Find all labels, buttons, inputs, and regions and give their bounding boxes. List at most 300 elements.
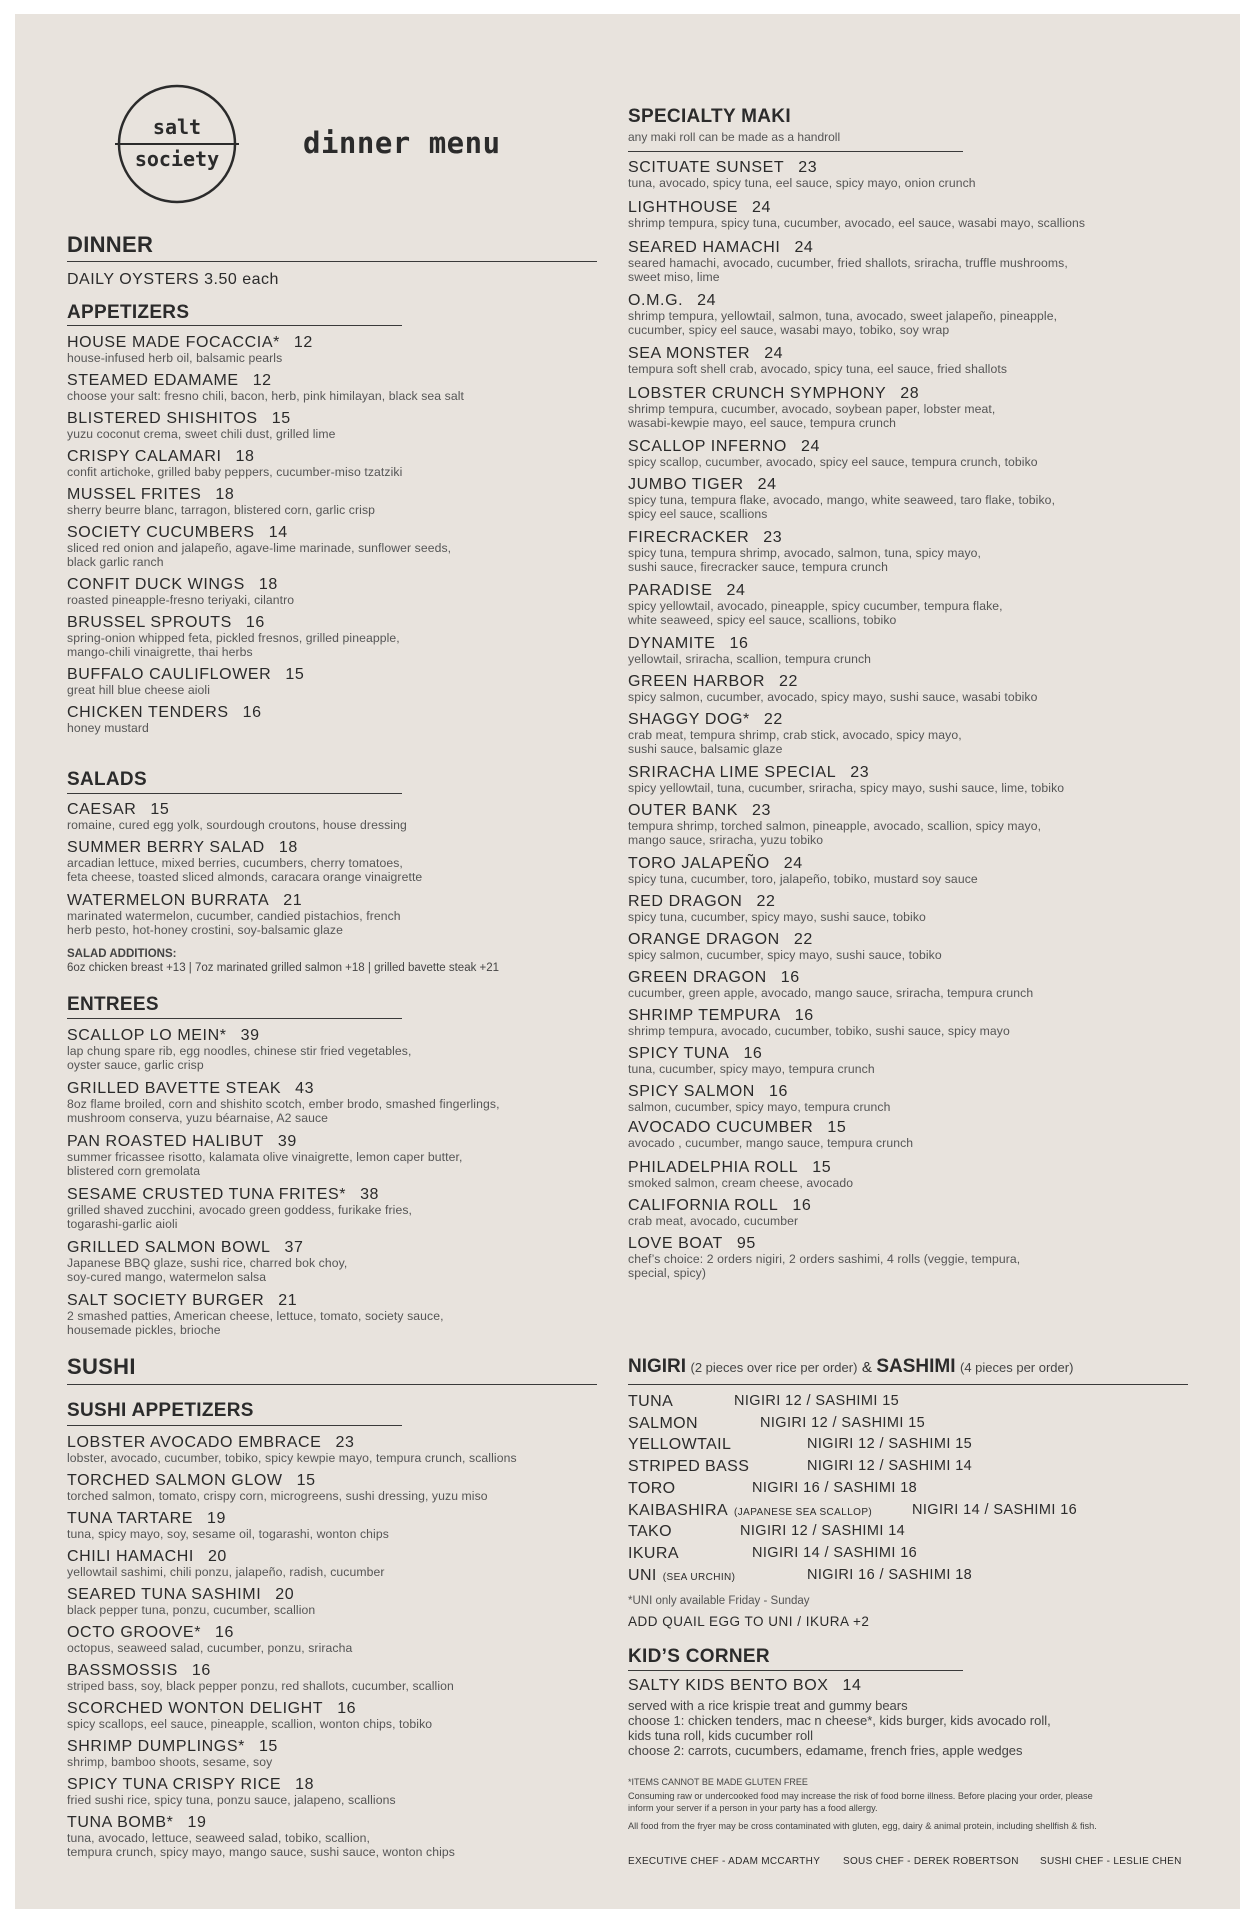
item-name: RED DRAGON <box>628 893 743 910</box>
item-description: sushi sauce, firecracker sauce, tempura crunch <box>628 559 888 574</box>
menu-item <box>628 1235 1020 1280</box>
fryer-note: All food from the fryer may be cross contaminated with gluten, egg, dairy & animal protein, including shellfish & fish. <box>628 1821 1097 1831</box>
menu-item <box>628 711 962 756</box>
item-description: black garlic ranch <box>67 554 164 569</box>
menu-item <box>628 1197 811 1229</box>
fish-name: YELLOWTAIL <box>628 1436 732 1454</box>
item-price: 23 <box>335 1434 355 1451</box>
item-description: tempura shrimp, torched salmon, pineapple, avocado, scallion, spicy mayo, <box>628 819 1042 833</box>
item-description: yellowtail sashimi, chili ponzu, jalapeño, radish, cucumber <box>67 1565 385 1579</box>
nigiri-row <box>628 1502 872 1520</box>
fish-name: TUNA <box>628 1393 674 1410</box>
item-price: 21 <box>278 1292 298 1309</box>
item-price: 18 <box>215 486 235 503</box>
item-description: great hill blue cheese aioli <box>67 683 211 697</box>
item-price: 28 <box>900 385 920 402</box>
nigiri-sashimi-prices: NIGIRI 16 / SASHIMI 18 <box>752 1479 918 1496</box>
item-name: TORCHED SALMON GLOW <box>67 1472 283 1489</box>
menu-item <box>628 385 995 430</box>
item-description: shrimp, bamboo shoots, sesame, soy <box>67 1755 273 1769</box>
menu-item <box>67 1434 517 1466</box>
item-name: LOVE BOAT <box>628 1235 723 1252</box>
menu-item <box>67 1133 462 1178</box>
item-price: 22 <box>793 931 813 948</box>
specialty-maki-heading: SPECIALTY MAKI <box>628 106 791 127</box>
item-name: LIGHTHOUSE <box>628 199 739 216</box>
item-description: romaine, cured egg yolk, sourdough croutons, house dressing <box>67 818 407 832</box>
item-name: MUSSEL FRITES <box>67 486 202 503</box>
menu-item <box>67 576 294 608</box>
menu-item <box>628 438 1038 470</box>
item-name: SCITUATE SUNSET <box>628 159 785 176</box>
item-price: 16 <box>794 1007 814 1024</box>
menu-item <box>628 582 1003 627</box>
item-price: 14 <box>268 524 288 541</box>
menu-item <box>67 448 402 480</box>
menu-item <box>628 345 1007 377</box>
menu-item <box>628 893 926 925</box>
item-description: spicy yellowtail, avocado, pineapple, spicy cucumber, tempura flake, <box>628 599 1003 613</box>
item-price: 15 <box>285 666 305 683</box>
item-name: CHICKEN TENDERS <box>67 704 229 721</box>
menu-item <box>628 931 942 963</box>
item-price: 38 <box>360 1186 380 1203</box>
menu-item <box>67 1738 278 1770</box>
quail-egg-addon: ADD QUAIL EGG TO UNI / IKURA +2 <box>628 1614 870 1629</box>
sashimi-heading: SASHIMI <box>876 1356 956 1377</box>
item-name: GREEN HARBOR <box>628 673 765 690</box>
menu-item <box>67 704 262 736</box>
nigiri-sashimi-heading <box>628 1356 1073 1378</box>
executive-chef: EXECUTIVE CHEF - ADAM MCCARTHY <box>628 1856 821 1867</box>
item-description: spicy scallop, cucumber, avocado, spicy eel sauce, tempura crunch, tobiko <box>628 455 1038 469</box>
item-price: 16 <box>245 614 265 631</box>
item-description: avocado , cucumber, mango sauce, tempura crunch <box>628 1136 914 1150</box>
divider <box>67 325 402 326</box>
item-description: 2 smashed patties, American cheese, lettuce, tomato, society sauce, <box>67 1309 444 1323</box>
item-price: 18 <box>278 839 298 856</box>
menu-item <box>628 1159 853 1191</box>
item-description: arcadian lettuce, mixed berries, cucumbers, cherry tomatoes, <box>67 856 403 870</box>
item-description: salmon, cucumber, spicy mayo, tempura crunch <box>628 1100 891 1114</box>
fish-name: TAKO <box>628 1523 672 1541</box>
item-description: seared hamachi, avocado, cucumber, fried shallots, sriracha, truffle mushrooms, <box>628 256 1068 270</box>
nigiri-sashimi-prices: NIGIRI 12 / SASHIMI 14 <box>740 1523 906 1540</box>
item-price: 16 <box>191 1662 211 1679</box>
menu-item <box>67 1776 396 1808</box>
item-price: 16 <box>768 1083 788 1100</box>
item-description: cucumber, green apple, avocado, mango sauce, sriracha, tempura crunch <box>628 986 1034 1000</box>
fish-subtitle: (SEA URCHIN) <box>662 1571 736 1583</box>
menu-item <box>67 1586 315 1618</box>
item-description: marinated watermelon, cucumber, candied pistachios, french <box>67 909 401 923</box>
item-price: 22 <box>763 711 783 728</box>
menu-item <box>628 159 976 191</box>
item-description: oyster sauce, garlic crisp <box>67 1057 204 1072</box>
item-name: STEAMED EDAMAME <box>67 372 239 389</box>
item-price: 24 <box>726 582 746 599</box>
item-name: O.M.G. <box>628 292 684 309</box>
item-price: 24 <box>764 345 784 362</box>
salads-heading: SALADS <box>67 769 147 790</box>
item-name: SPICY TUNA CRISPY RICE <box>67 1776 282 1793</box>
menu-item <box>628 292 1057 337</box>
item-price: 15 <box>150 801 170 818</box>
menu-item <box>628 764 1064 796</box>
item-price: 15 <box>812 1159 832 1176</box>
item-name: LOBSTER CRUNCH SYMPHONY <box>628 385 887 402</box>
fish-name: TORO <box>628 1479 676 1497</box>
item-name: CHILI HAMACHI <box>67 1548 194 1565</box>
menu-item <box>67 486 375 518</box>
menu-item <box>67 1700 432 1732</box>
item-name: BASSMOSSIS <box>67 1662 178 1679</box>
item-name: TORO JALAPEÑO <box>628 855 770 872</box>
item-name: PARADISE <box>628 582 713 599</box>
kids-line: served with a rice krispie treat and gummy bears <box>628 1698 908 1713</box>
item-name: BLISTERED SHISHITOS <box>67 410 258 427</box>
nigiri-sashimi-prices: NIGIRI 12 / SASHIMI 15 <box>807 1436 973 1453</box>
item-description: spring-onion whipped feta, pickled fresnos, grilled pineapple, <box>67 631 400 645</box>
item-price: 15 <box>827 1119 847 1136</box>
menu-item <box>67 1472 488 1504</box>
nigiri-heading: NIGIRI <box>628 1356 687 1377</box>
item-name: TUNA TARTARE <box>67 1510 194 1527</box>
item-price: 18 <box>295 1776 315 1793</box>
item-price: 18 <box>235 448 255 465</box>
kids-line: kids tuna roll, kids cucumber roll <box>628 1728 813 1743</box>
item-price: 20 <box>207 1548 227 1565</box>
nigiri-sashimi-prices: NIGIRI 14 / SASHIMI 16 <box>912 1501 1078 1518</box>
item-description: tuna, spicy mayo, soy, sesame oil, togarashi, wonton chips <box>67 1527 389 1541</box>
menu-item <box>628 476 1055 521</box>
menu-item <box>67 1186 412 1231</box>
item-description: housemade pickles, brioche <box>67 1322 221 1337</box>
item-name: BUFFALO CAULIFLOWER <box>67 666 272 683</box>
item-price: 24 <box>697 292 717 309</box>
item-description: sherry beurre blanc, tarragon, blistered corn, garlic crisp <box>67 503 376 517</box>
item-description: grilled shaved zucchini, avocado green goddess, furikake fries, <box>67 1203 413 1217</box>
item-name: CALIFORNIA ROLL <box>628 1197 779 1214</box>
divider <box>628 151 963 152</box>
nigiri-row <box>628 1480 676 1498</box>
menu-item <box>628 969 1033 1001</box>
menu-item <box>67 1239 347 1284</box>
item-description: mango sauce, sriracha, yuzu tobiko <box>628 832 824 847</box>
item-name: SOCIETY CUCUMBERS <box>67 524 255 541</box>
item-description: lobster, avocado, cucumber, tobiko, spicy kewpie mayo, tempura crunch, scallions <box>67 1451 517 1465</box>
item-price: 19 <box>187 1814 207 1831</box>
menu-item <box>67 372 464 404</box>
item-price: 20 <box>275 1586 295 1603</box>
item-description: roasted pineapple-fresno teriyaki, cilantro <box>67 593 295 607</box>
menu-item <box>67 334 313 366</box>
item-price: 16 <box>215 1624 235 1641</box>
item-description: smoked salmon, cream cheese, avocado <box>628 1176 854 1190</box>
divider <box>67 261 597 262</box>
fish-subtitle: (JAPANESE SEA SCALLOP) <box>734 1506 873 1518</box>
nigiri-sashimi-prices: NIGIRI 14 / SASHIMI 16 <box>752 1544 918 1561</box>
menu-item <box>67 1662 454 1694</box>
item-name: GRILLED SALMON BOWL <box>67 1239 271 1256</box>
divider <box>628 1384 1188 1385</box>
item-name: FIRECRACKER <box>628 529 750 546</box>
item-description: sweet miso, lime <box>628 269 720 284</box>
kids-corner-heading: KID’S CORNER <box>628 1646 770 1667</box>
item-description: tempura crunch, spicy mayo, mango sauce, sushi sauce, wonton chips <box>67 1844 455 1859</box>
item-name: TUNA BOMB* <box>67 1814 174 1831</box>
item-name: SHAGGY DOG* <box>628 711 750 728</box>
menu-item <box>67 1510 389 1542</box>
menu-item <box>628 673 1037 705</box>
item-price: 16 <box>242 704 262 721</box>
divider <box>628 1670 963 1671</box>
item-description: tuna, avocado, lettuce, seaweed salad, tobiko, scallion, <box>67 1831 371 1845</box>
item-description: octopus, seaweed salad, cucumber, ponzu, sriracha <box>67 1641 353 1655</box>
item-description: yellowtail, sriracha, scallion, tempura crunch <box>628 652 872 666</box>
item-name: CAESAR <box>67 801 137 818</box>
item-price: 16 <box>792 1197 812 1214</box>
item-name: BRUSSEL SPROUTS <box>67 614 232 631</box>
menu-title: dinner menu <box>303 126 501 160</box>
item-description: spicy salmon, cucumber, avocado, spicy mayo, sushi sauce, wasabi tobiko <box>628 690 1038 704</box>
nigiri-row <box>628 1523 672 1541</box>
item-description: shrimp tempura, spicy tuna, cucumber, avocado, eel sauce, wasabi mayo, scallions <box>628 216 1086 230</box>
item-description: fried sushi rice, spicy tuna, ponzu sauce, jalapeno, scallions <box>67 1793 396 1807</box>
item-price: 24 <box>757 476 777 493</box>
item-price: 39 <box>240 1027 260 1044</box>
item-description: sliced red onion and jalapeño, agave-lime marinade, sunflower seeds, <box>67 541 452 555</box>
daily-oysters: DAILY OYSTERS 3.50 each <box>67 271 279 288</box>
item-price: 23 <box>850 764 870 781</box>
menu-item <box>67 801 407 833</box>
sous-chef: SOUS CHEF - DEREK ROBERTSON <box>843 1856 1019 1867</box>
logo-text-society: society <box>134 147 220 171</box>
item-price: 95 <box>736 1235 756 1252</box>
item-description: white seaweed, spicy eel sauce, scallions, tobiko <box>628 612 897 627</box>
item-description: mushroom conserva, yuzu béarnaise, A2 sauce <box>67 1110 329 1125</box>
item-description: soy-cured mango, watermelon salsa <box>67 1269 267 1284</box>
divider <box>67 1384 597 1385</box>
item-description: tuna, avocado, spicy tuna, eel sauce, spicy mayo, onion crunch <box>628 176 976 190</box>
item-name: SEA MONSTER <box>628 345 751 362</box>
item-description: black pepper tuna, ponzu, cucumber, scallion <box>67 1603 316 1617</box>
item-name: SCALLOP INFERNO <box>628 438 787 455</box>
item-name: SPICY SALMON <box>628 1083 755 1100</box>
fish-name: IKURA <box>628 1544 679 1562</box>
item-price: 21 <box>283 892 303 909</box>
item-price: 12 <box>293 334 313 351</box>
item-price: 23 <box>763 529 783 546</box>
item-name: GREEN DRAGON <box>628 969 767 986</box>
item-name: OUTER BANK <box>628 802 739 819</box>
item-name: SHRIMP DUMPLINGS* <box>67 1738 245 1755</box>
fish-name: SALMON <box>628 1414 698 1432</box>
item-price: 15 <box>296 1472 316 1489</box>
item-description: spicy salmon, cucumber, spicy mayo, sushi sauce, tobiko <box>628 948 942 962</box>
item-description: spicy tuna, cucumber, toro, jalapeño, tobiko, mustard soy sauce <box>628 872 978 886</box>
nigiri-row <box>628 1393 673 1411</box>
item-price: 16 <box>729 635 749 652</box>
divider <box>67 793 402 794</box>
item-price: 16 <box>780 969 800 986</box>
item-name: SALT SOCIETY BURGER <box>67 1292 265 1309</box>
nigiri-sashimi-prices: NIGIRI 12 / SASHIMI 15 <box>734 1393 900 1409</box>
item-description: crab meat, avocado, cucumber <box>628 1214 799 1228</box>
dinner-heading: DINNER <box>67 232 154 257</box>
item-name: JUMBO TIGER <box>628 476 744 493</box>
nigiri-row <box>628 1436 731 1454</box>
divider <box>67 1425 402 1426</box>
item-price: 16 <box>337 1700 357 1717</box>
menu-item <box>67 1814 455 1859</box>
item-name: SEARED HAMACHI <box>628 239 781 256</box>
item-description: crab meat, tempura shrimp, crab stick, avocado, spicy mayo, <box>628 728 962 742</box>
item-description: spicy scallops, eel sauce, pineapple, scallion, wonton chips, tobiko <box>67 1717 433 1731</box>
item-description: spicy tuna, tempura flake, avocado, mango, white seaweed, taro flake, tobiko, <box>628 493 1056 507</box>
appetizers-heading: APPETIZERS <box>67 302 190 323</box>
item-name: SRIRACHA LIME SPECIAL <box>628 764 837 781</box>
item-name: SCORCHED WONTON DELIGHT <box>67 1700 324 1717</box>
logo-text-salt: salt <box>152 115 202 139</box>
item-description: shrimp tempura, cucumber, avocado, soybean paper, lobster meat, <box>628 402 996 416</box>
menu-item <box>67 614 400 659</box>
item-price: 16 <box>743 1045 763 1062</box>
item-description: striped bass, soy, black pepper ponzu, red shallots, cucumber, scallion <box>67 1679 454 1693</box>
menu-item <box>67 1624 352 1656</box>
menu-item <box>67 410 336 442</box>
nigiri-row <box>628 1567 735 1585</box>
menu-item <box>628 635 871 667</box>
item-name: PHILADELPHIA ROLL <box>628 1159 799 1176</box>
menu-item <box>628 1045 875 1077</box>
item-price: 24 <box>800 438 820 455</box>
item-description: torched salmon, tomato, crispy corn, microgreens, sushi dressing, yuzu miso <box>67 1489 488 1503</box>
entrees-heading: ENTREES <box>67 994 159 1015</box>
menu-item <box>628 239 1068 284</box>
item-name: OCTO GROOVE* <box>67 1624 202 1641</box>
menu-item <box>628 802 1041 847</box>
item-description: choose your salt: fresno chili, bacon, herb, pink himilayan, black sea salt <box>67 389 465 403</box>
nigiri-row <box>628 1545 679 1563</box>
item-description: feta cheese, toasted sliced almonds, caracara orange vinaigrette <box>67 869 423 884</box>
item-description: sushi sauce, balsamic glaze <box>628 741 783 756</box>
menu-item <box>628 529 981 574</box>
item-name: SHRIMP TEMPURA <box>628 1007 781 1024</box>
item-description: 8oz flame broiled, corn and shishito scotch, ember brodo, smashed fingerlings, <box>67 1097 500 1111</box>
item-description: chef’s choice: 2 orders nigiri, 2 orders sashimi, 4 rolls (veggie, tempura, <box>628 1252 1021 1266</box>
kids-line: choose 2: carrots, cucumbers, edamame, french fries, apple wedges <box>628 1743 1023 1758</box>
item-price: 37 <box>284 1239 304 1256</box>
item-price: 22 <box>779 673 798 690</box>
item-price: 23 <box>798 159 818 176</box>
salad-additions: 6oz chicken breast +13 | 7oz marinated grilled salmon +18 | grilled bavette steak +21 <box>67 962 500 974</box>
item-name: SESAME CRUSTED TUNA FRITES* <box>67 1186 347 1203</box>
menu-item <box>628 199 1085 231</box>
menu-item <box>67 524 451 569</box>
item-description: wasabi-kewpie mayo, eel sauce, tempura crunch <box>628 415 897 430</box>
item-description: house-infused herb oil, balsamic pearls <box>67 351 283 365</box>
sushi-chef: SUSHI CHEF - LESLIE CHEN <box>1040 1856 1182 1867</box>
menu-sheet <box>15 14 1240 1909</box>
item-description: tempura soft shell crab, avocado, spicy tuna, eel sauce, fried shallots <box>628 362 1008 376</box>
item-description: yuzu coconut crema, sweet chili dust, grilled lime <box>67 427 336 441</box>
ampersand: & <box>861 1359 872 1376</box>
item-description: spicy tuna, tempura shrimp, avocado, salmon, tuna, spicy mayo, <box>628 546 982 560</box>
item-price: 19 <box>207 1510 227 1527</box>
item-description: special, spicy) <box>628 1265 707 1280</box>
menu-item <box>628 855 978 887</box>
raw-food-warning <box>628 1790 1093 1814</box>
item-price: 14 <box>842 1677 862 1694</box>
item-description: shrimp tempura, yellowtail, salmon, tuna, avocado, sweet jalapeño, pineapple, <box>628 309 1058 323</box>
item-description: tuna, cucumber, spicy mayo, tempura crunch <box>628 1062 875 1076</box>
nigiri-sashimi-prices: NIGIRI 16 / SASHIMI 18 <box>807 1566 973 1583</box>
item-description: shrimp tempura, avocado, cucumber, tobiko, sushi sauce, spicy mayo <box>628 1024 1010 1038</box>
item-description: mango-chili vinaigrette, thai herbs <box>67 644 253 659</box>
menu-item <box>628 1119 913 1151</box>
item-price: 18 <box>258 576 278 593</box>
item-name: SUMMER BERRY SALAD <box>67 839 265 856</box>
menu-item <box>628 1083 890 1115</box>
item-name: SALTY KIDS BENTO BOX <box>628 1677 829 1694</box>
item-name: SPICY TUNA <box>628 1045 730 1062</box>
item-name: CRISPY CALAMARI <box>67 448 222 465</box>
item-description: confit artichoke, grilled baby peppers, cucumber-miso tzatziki <box>67 465 403 479</box>
sushi-heading: SUSHI <box>67 1354 136 1379</box>
item-description: cucumber, spicy eel sauce, wasabi mayo, tobiko, soy wrap <box>628 322 950 337</box>
item-description: spicy eel sauce, scallions <box>628 506 768 521</box>
kids-bento-item <box>628 1677 862 1695</box>
item-name: WATERMELON BURRATA <box>67 892 270 909</box>
sushi-appetizers-heading: SUSHI APPETIZERS <box>67 1400 254 1421</box>
item-price: 15 <box>258 1738 278 1755</box>
item-price: 12 <box>252 372 272 389</box>
item-description: honey mustard <box>67 721 149 735</box>
salt-society-logo <box>107 74 247 214</box>
kids-line: choose 1: chicken tenders, mac n cheese*, kids burger, kids avocado roll, <box>628 1713 1051 1728</box>
item-name: LOBSTER AVOCADO EMBRACE <box>67 1434 322 1451</box>
item-name: ORANGE DRAGON <box>628 931 780 948</box>
nigiri-row <box>628 1458 749 1476</box>
menu-item <box>67 839 422 884</box>
item-name: CONFIT DUCK WINGS <box>67 576 245 593</box>
item-name: DYNAMITE <box>628 635 716 652</box>
item-price: 24 <box>794 239 814 256</box>
item-description: spicy tuna, cucumber, spicy mayo, sushi sauce, tobiko <box>628 910 926 924</box>
sashimi-note: (4 pieces per order) <box>959 1360 1074 1375</box>
nigiri-sashimi-prices: NIGIRI 12 / SASHIMI 15 <box>760 1414 926 1431</box>
item-price: 23 <box>752 802 772 819</box>
menu-item <box>67 892 401 937</box>
divider <box>67 1018 402 1019</box>
menu-item <box>67 666 304 698</box>
warning-line: inform your server if a person in your party has a food allergy. <box>628 1803 878 1813</box>
item-name: HOUSE MADE FOCACCIA* <box>67 334 280 351</box>
gluten-free-note: *ITEMS CANNOT BE MADE GLUTEN FREE <box>628 1777 808 1787</box>
salad-additions-label: SALAD ADDITIONS: <box>67 948 177 960</box>
item-price: 15 <box>271 410 291 427</box>
nigiri-note: (2 pieces over rice per order) <box>690 1360 858 1375</box>
item-description: blistered corn gremolata <box>67 1163 201 1178</box>
fish-name: STRIPED BASS <box>628 1458 750 1476</box>
fish-name: KAIBASHIRA <box>628 1501 729 1519</box>
item-name: SEARED TUNA SASHIMI <box>67 1586 262 1603</box>
menu-item <box>628 1007 1010 1039</box>
item-name: PAN ROASTED HALIBUT <box>67 1133 264 1150</box>
fish-name: UNI <box>628 1566 657 1584</box>
item-price: 39 <box>277 1133 297 1150</box>
